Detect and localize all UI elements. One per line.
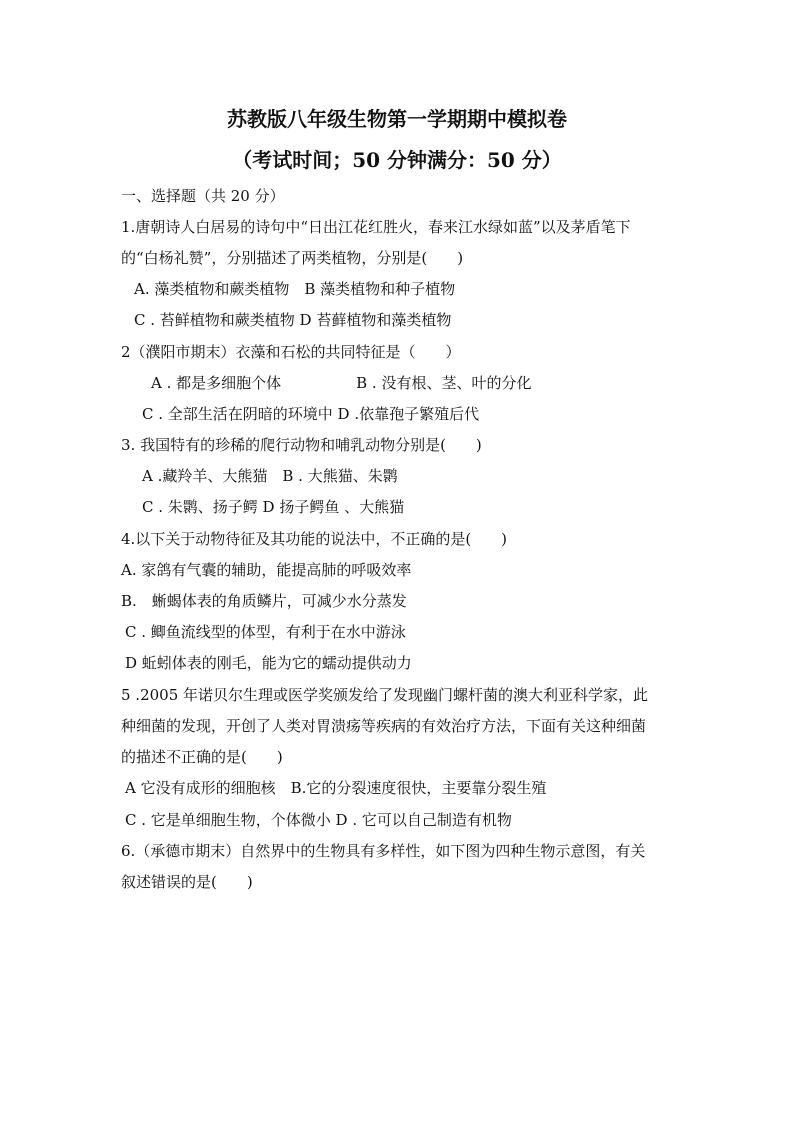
question-5-option-ab: A 它没有成形的细胞核 B.它的分裂速度很快，主要靠分裂生殖 — [125, 779, 547, 797]
question-6-text: 6.（承德市期末）自然界中的生物具有多样性，如下图为四种生物示意图，有关 — [121, 842, 646, 860]
question-2-option-ab: A . 都是多细胞个体 B . 没有根、茎、叶的分化 — [151, 374, 532, 392]
section-heading: 一、选择题（共 20 分） — [121, 187, 285, 205]
question-1-option-ab: A. 藻类植物和蕨类植物 B 藻类植物和种子植物 — [134, 280, 456, 298]
question-3-text: 3. 我国特有的珍稀的爬行动物和哺乳动物分别是( ) — [121, 436, 482, 454]
question-2-option-cd: C . 全部生活在阴暗的环境中 D .依靠孢子繁殖后代 — [142, 405, 480, 423]
question-1-text-cont: 的“白杨礼赞”，分别描述了两类植物，分别是( ) — [121, 249, 464, 267]
question-4-option-c: C . 鲫鱼流线型的体型，有利于在水中游泳 — [125, 623, 406, 641]
question-5-text-cont: 种细菌的发现，开创了人类对胃溃疡等疾病的有效治疗方法，下面有关这种细菌 — [121, 717, 647, 735]
question-1-text: 1.唐朝诗人白居易的诗句中“日出江花红胜火，春来江水绿如蓝”以及茅盾笔下 — [121, 218, 631, 236]
question-5-text: 5 .2005 年诺贝尔生理或医学奖颁发给了发现幽门螺杆菌的澳大利亚科学家，此 — [121, 686, 649, 704]
question-5-option-cd: C . 它是单细胞生物，个体微小 D . 它可以自己制造有机物 — [125, 811, 512, 829]
question-4-option-d: D 蚯蚓体表的刚毛，能为它的蠕动提供动力 — [125, 654, 412, 672]
exam-subtitle: （考试时间；50 分钟满分：50 分） — [232, 148, 562, 172]
question-1-option-cd: C . 苔鲜植物和蕨类植物 D 苔藓植物和藻类植物 — [134, 311, 452, 329]
question-3-option-cd: C . 朱鹮、扬子鳄 D 扬子鳄鱼 、大熊猫 — [142, 498, 405, 516]
exam-title: 苏教版八年级生物第一学期期中模拟卷 — [227, 107, 567, 131]
question-5-text-end: 的描述不正确的是( ) — [121, 748, 283, 766]
question-3-option-ab: A .藏羚羊、大熊猫 B . 大熊猫、朱鹮 — [142, 467, 398, 485]
question-4-option-b: B. 蜥蝎体表的角质鳞片，可减少水分蒸发 — [121, 592, 407, 610]
question-2-text: 2（濮阳市期末）衣藻和石松的共同特征是（ ） — [121, 343, 461, 361]
question-4-option-a: A. 家鸽有气囊的辅助，能提高肺的呼吸效率 — [121, 561, 412, 579]
question-6-text-cont: 叙述错误的是( ) — [121, 873, 253, 891]
question-4-text: 4.以下关于动物待征及其功能的说法中，不正确的是( ) — [121, 530, 508, 548]
